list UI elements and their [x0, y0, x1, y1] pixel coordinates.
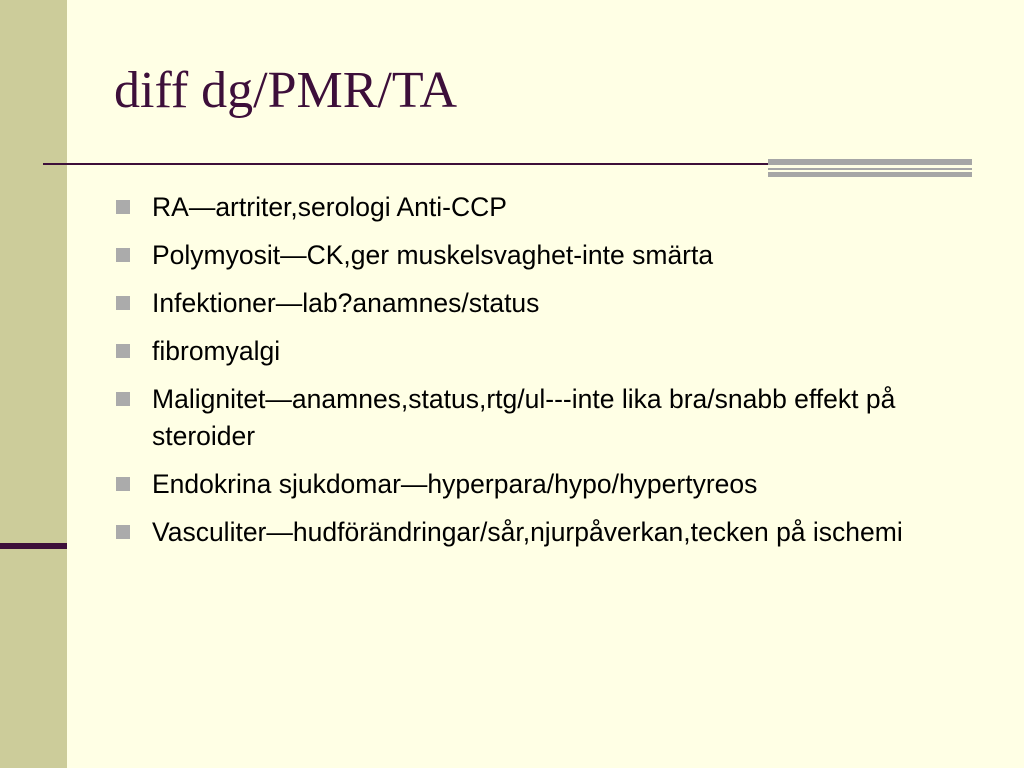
list-item: [114, 333, 994, 370]
bullet-list: [114, 189, 994, 562]
square-bullet-icon: [116, 200, 130, 214]
list-item: [114, 381, 994, 455]
slide-title: diff dg/PMR/TA: [114, 62, 458, 119]
divider-accent-bar: [768, 168, 972, 170]
list-item: [114, 237, 994, 274]
list-item: [114, 514, 994, 551]
list-item: [114, 466, 994, 503]
square-bullet-icon: [116, 344, 130, 358]
left-accent-bar: [0, 543, 67, 549]
left-sidebar-band: [0, 0, 67, 768]
bullet-text: Polymyosit—CK,ger muskelsvaghet-inte smärta: [152, 240, 714, 270]
bullet-text: Endokrina sjukdomar—hyperpara/hypo/hypertyreos: [152, 469, 758, 499]
divider-accent-bar: [768, 159, 972, 165]
list-item: [114, 189, 994, 226]
bullet-text: Infektioner—lab?anamnes/status: [152, 288, 540, 318]
bullet-text: Vasculiter—hudförändringar/sår,njurpåverkan,tecken på ischemi: [152, 517, 903, 547]
square-bullet-icon: [116, 296, 130, 310]
bullet-text: RA—artriter,serologi Anti-CCP: [152, 192, 507, 222]
bullet-text: Malignitet—anamnes,status,rtg/ul---inte lika bra/snabb effekt på steroider: [152, 384, 896, 451]
divider-accent-bars: [768, 159, 972, 177]
bullet-text: fibromyalgi: [152, 336, 281, 366]
square-bullet-icon: [116, 477, 130, 491]
list-item: [114, 285, 994, 322]
square-bullet-icon: [116, 392, 130, 406]
divider-accent-bar: [768, 172, 972, 177]
square-bullet-icon: [116, 248, 130, 262]
title-divider-line: [43, 163, 775, 165]
square-bullet-icon: [116, 525, 130, 539]
